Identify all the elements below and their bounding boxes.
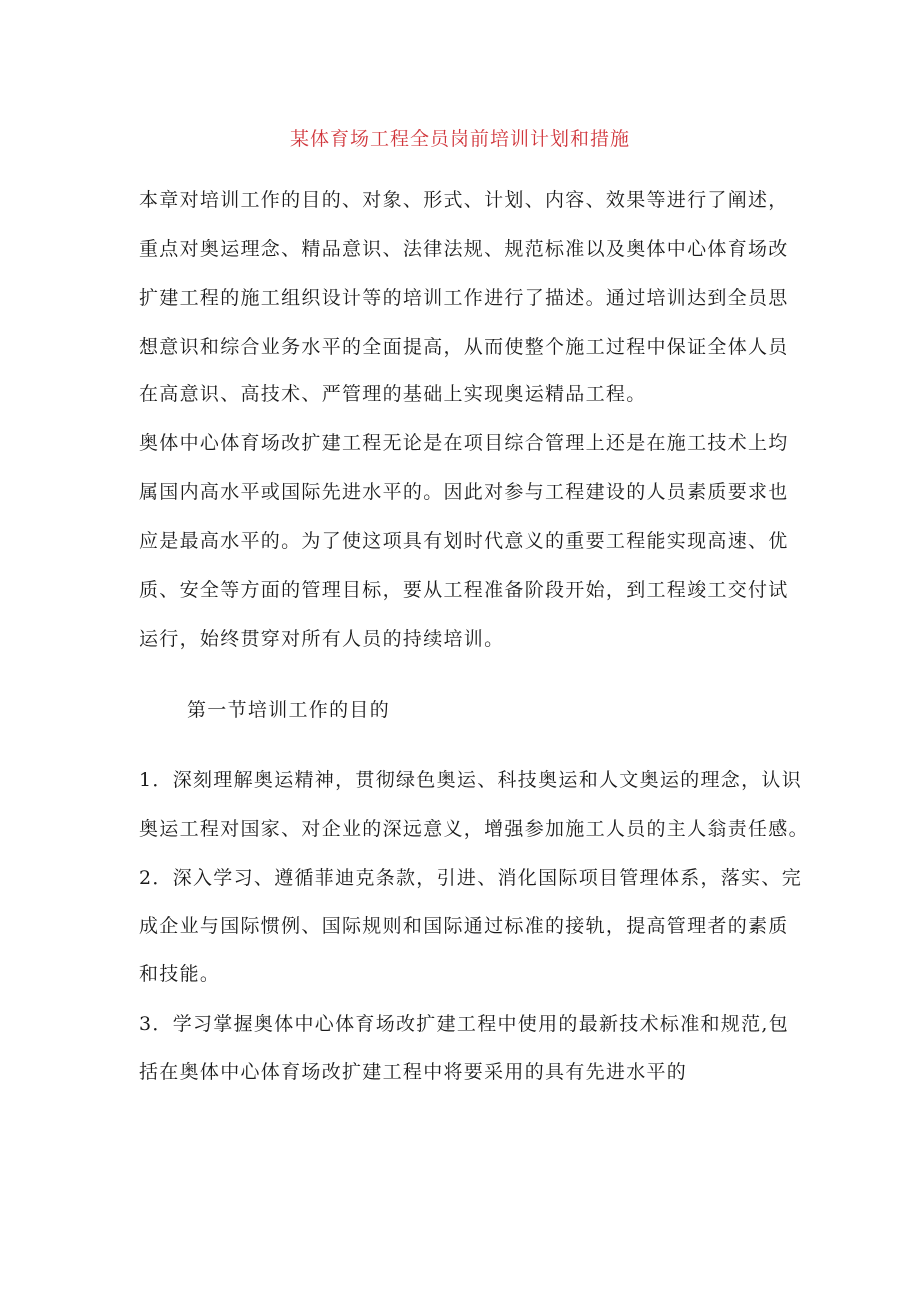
intro-line-2: 重点对奥运理念、精品意识、法律法规、规范标准以及奥体中心体育场改 xyxy=(139,238,789,260)
item-2-line-2: 成企业与国际惯例、国际规则和国际通过标准的接轨，提高管理者的素质 xyxy=(139,915,789,937)
paragraph2-line-3: 应是最高水平的。为了使这项具有划时代意义的重要工程能实现高速、优 xyxy=(139,530,789,552)
item-3-line-2: 括在奥体中心体育场改扩建工程中将要采用的具有先进水平的 xyxy=(139,1061,688,1083)
item-1-line-1: 1．深刻理解奥运精神，贯彻绿色奥运、科技奥运和人文奥运的理念，认识 xyxy=(139,769,802,791)
paragraph2-line-4: 质、安全等方面的管理目标，要从工程准备阶段开始，到工程竣工交付试 xyxy=(139,579,789,601)
item-2-line-1: 2．深入学习、遵循菲迪克条款，引进、消化国际项目管理体系，落实、完 xyxy=(139,867,802,889)
item-1-line-2: 奥运工程对国家、对企业的深远意义，增强参加施工人员的主人翁责任感。 xyxy=(139,818,809,840)
item-2-line-3: 和技能。 xyxy=(139,963,221,985)
intro-line-1: 本章对培训工作的目的、对象、形式、计划、内容、效果等进行了阐述， xyxy=(139,189,789,211)
intro-line-3: 扩建工程的施工组织设计等的培训工作进行了描述。通过培训达到全员思 xyxy=(139,287,789,309)
paragraph2-line-5: 运行，始终贯穿对所有人员的持续培训。 xyxy=(139,628,505,650)
document-title: 某体育场工程全员岗前培训计划和措施 xyxy=(289,128,630,150)
intro-line-4: 想意识和综合业务水平的全面提高，从而使整个施工过程中保证全体人员 xyxy=(139,336,789,358)
paragraph2-line-1: 奥体中心体育场改扩建工程无论是在项目综合管理上还是在施工技术上均 xyxy=(139,432,789,454)
section-heading: 第一节培训工作的目的 xyxy=(187,699,391,721)
paragraph2-line-2: 属国内高水平或国际先进水平的。因此对参与工程建设的人员素质要求也 xyxy=(139,481,789,503)
item-3-line-1: 3．学习掌握奥体中心体育场改扩建工程中使用的最新技术标准和规范,包 xyxy=(139,1013,790,1035)
intro-line-5: 在高意识、高技术、严管理的基础上实现奥运精品工程。 xyxy=(139,383,647,405)
